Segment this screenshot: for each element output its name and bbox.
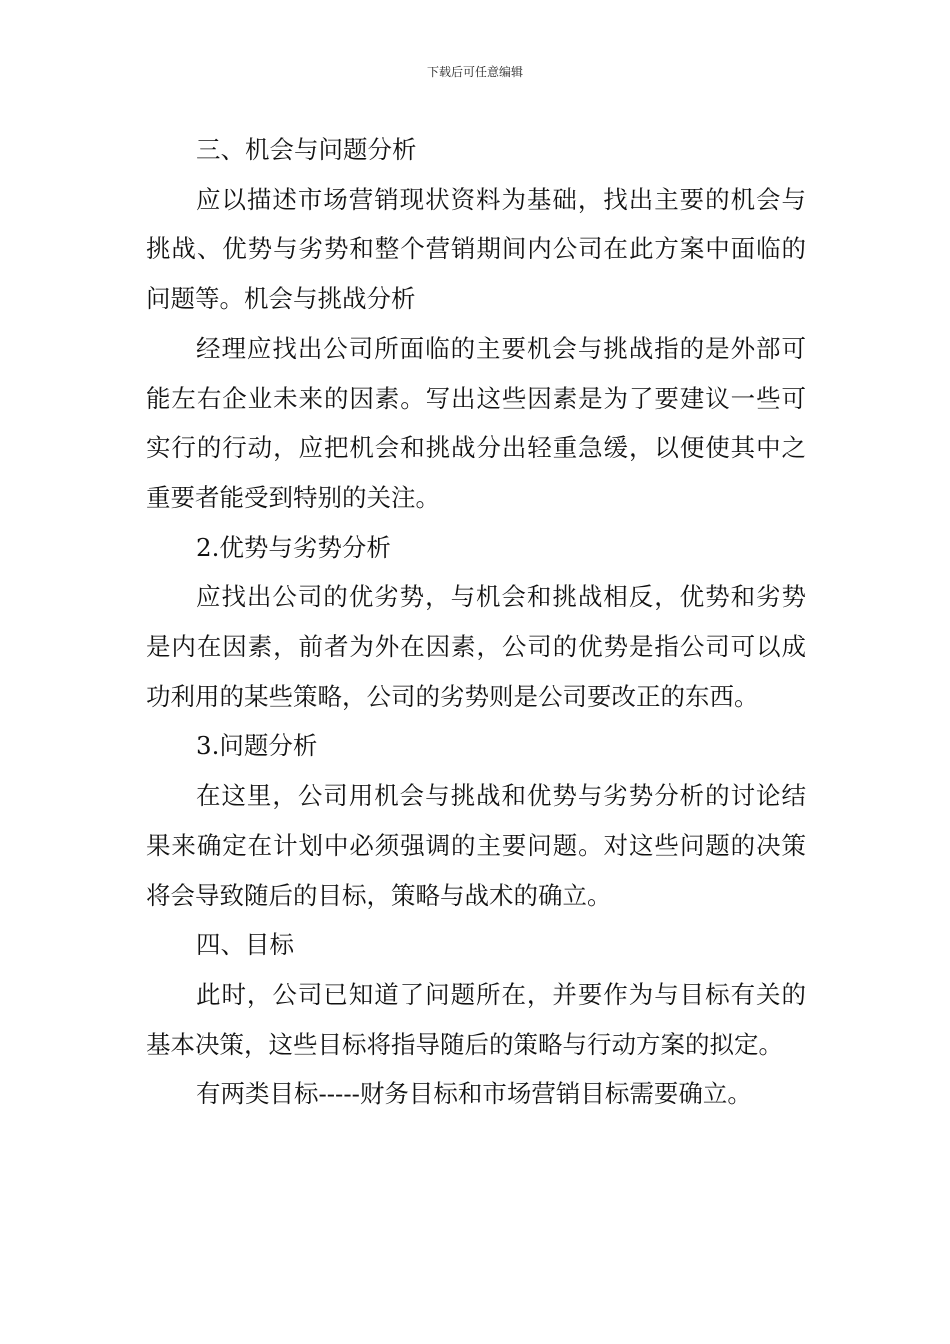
paragraph-strengths-weaknesses: 应找出公司的优劣势，与机会和挑战相反，优势和劣势是内在因素，前者为外在因素，公司的优势是指公司可以成功利用的某些策略，公司的劣势则是公司要改正的东西。 xyxy=(146,582,806,711)
paragraph-issue-analysis: 在这里，公司用机会与挑战和优势与劣势分析的讨论结果来确定在计划中必须强调的主要问题。对这些问题的决策将会导致随后的目标，策略与战术的确立。 xyxy=(146,781,806,910)
page-header: 下载后可任意编辑 xyxy=(426,65,523,79)
document-body xyxy=(146,125,806,1119)
paragraph-objectives: 此时，公司已知道了问题所在，并要作为与目标有关的基本决策，这些目标将指导随后的策略与行动方案的拟定。 xyxy=(146,979,806,1059)
section-heading-objectives: 四、目标 xyxy=(196,930,294,960)
subheading-strengths-weaknesses: 2.优势与劣势分析 xyxy=(196,532,391,562)
paragraph-opportunity-detail: 经理应找出公司所面临的主要机会与挑战指的是外部可能左右企业未来的因素。写出这些因素是为了要建议一些可实行的行动，应把机会和挑战分出轻重急缓，以便使其中之重要者能受到特别的关注。 xyxy=(146,333,806,512)
paragraph-opportunity-intro: 应以描述市场营销现状资料为基础，找出主要的机会与挑战、优势与劣势和整个营销期间内公司在此方案中面临的问题等。机会与挑战分析 xyxy=(146,184,806,314)
section-heading-opportunities: 三、机会与问题分析 xyxy=(196,135,417,164)
paragraph-objective-types: 有两类目标-----财务目标和市场营销目标需要确立。 xyxy=(196,1079,752,1109)
subheading-issue-analysis: 3.问题分析 xyxy=(196,731,318,761)
